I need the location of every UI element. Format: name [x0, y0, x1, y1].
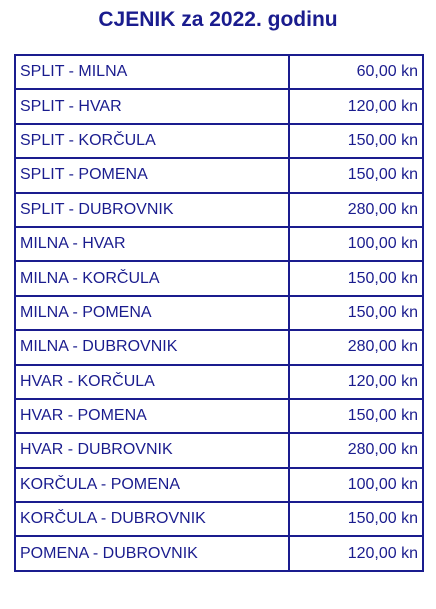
table-row: [15, 193, 423, 227]
table-row: [15, 55, 423, 89]
route-cell: MILNA - KORČULA: [15, 261, 289, 295]
route-cell: SPLIT - KORČULA: [15, 124, 289, 158]
route-cell: HVAR - KORČULA: [15, 365, 289, 399]
price-cell: 150,00 kn: [289, 399, 423, 433]
route-cell: SPLIT - DUBROVNIK: [15, 193, 289, 227]
route-cell: MILNA - HVAR: [15, 227, 289, 261]
price-cell: 150,00 kn: [289, 124, 423, 158]
price-cell: 280,00 kn: [289, 433, 423, 467]
price-cell: 150,00 kn: [289, 502, 423, 536]
table-row: [15, 536, 423, 570]
route-cell: MILNA - POMENA: [15, 296, 289, 330]
price-cell: 100,00 kn: [289, 227, 423, 261]
price-cell: 150,00 kn: [289, 296, 423, 330]
table-row: [15, 261, 423, 295]
route-cell: SPLIT - HVAR: [15, 89, 289, 123]
table-row: [15, 330, 423, 364]
price-cell: 60,00 kn: [289, 55, 423, 89]
price-table: [14, 54, 424, 572]
price-cell: 280,00 kn: [289, 330, 423, 364]
table-row: [15, 468, 423, 502]
table-row: [15, 433, 423, 467]
route-cell: MILNA - DUBROVNIK: [15, 330, 289, 364]
price-cell: 120,00 kn: [289, 536, 423, 570]
price-cell: 150,00 kn: [289, 261, 423, 295]
route-cell: POMENA - DUBROVNIK: [15, 536, 289, 570]
price-cell: 120,00 kn: [289, 365, 423, 399]
route-cell: KORČULA - DUBROVNIK: [15, 502, 289, 536]
price-cell: 150,00 kn: [289, 158, 423, 192]
table-row: [15, 502, 423, 536]
route-cell: SPLIT - MILNA: [15, 55, 289, 89]
page-title: CJENIK za 2022. godinu: [98, 8, 338, 31]
table-row: [15, 365, 423, 399]
table-row: [15, 158, 423, 192]
price-cell: 100,00 kn: [289, 468, 423, 502]
route-cell: SPLIT - POMENA: [15, 158, 289, 192]
table-row: [15, 296, 423, 330]
table-row: [15, 399, 423, 433]
table-row: [15, 89, 423, 123]
table-row: [15, 124, 423, 158]
price-cell: 280,00 kn: [289, 193, 423, 227]
table-row: [15, 227, 423, 261]
route-cell: KORČULA - POMENA: [15, 468, 289, 502]
price-cell: 120,00 kn: [289, 89, 423, 123]
route-cell: HVAR - POMENA: [15, 399, 289, 433]
route-cell: HVAR - DUBROVNIK: [15, 433, 289, 467]
